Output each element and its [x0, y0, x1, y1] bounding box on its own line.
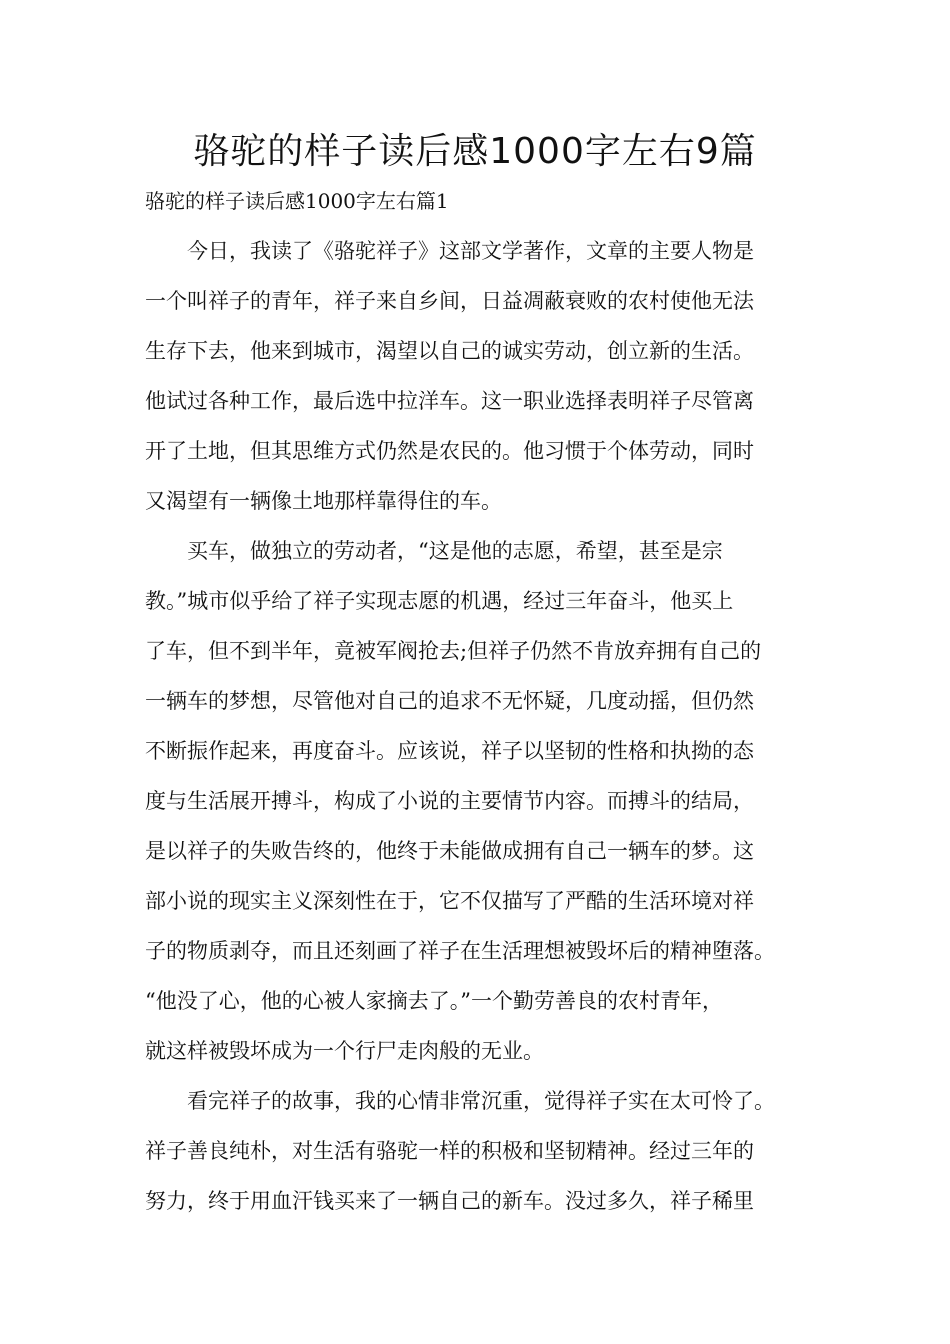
paragraph-line: 子的物质剥夺，而且还刻画了祥子在生活理想被毁坏后的精神堕落。: [145, 939, 775, 963]
paragraph-line: 努力，终于用血汗钱买来了一辆自己的新车。没过多久，祥子稀里: [145, 1189, 754, 1213]
paragraph-line: 他试过各种工作，最后选中拉洋车。这一职业选择表明祥子尽管离: [145, 389, 754, 413]
paragraph-line: 又渴望有一辆像土地那样靠得住的车。: [145, 489, 502, 513]
paragraph-line: 祥子善良纯朴，对生活有骆驼一样的积极和坚韧精神。经过三年的: [145, 1139, 754, 1163]
paragraph-line: 买车，做独立的劳动者，“这是他的志愿，希望，甚至是宗: [145, 539, 723, 563]
paragraph-line: 一辆车的梦想，尽管他对自己的追求不无怀疑，几度动摇，但仍然: [145, 689, 754, 713]
paragraph-line: 部小说的现实主义深刻性在于，它不仅描写了严酷的生活环境对祥: [145, 889, 754, 913]
paragraph-line: 就这样被毁坏成为一个行尸走肉般的无业。: [145, 1039, 544, 1063]
paragraph-line: 是以祥子的失败告终的，他终于未能做成拥有自己一辆车的梦。这: [145, 839, 754, 863]
paragraph-line: 度与生活展开搏斗，构成了小说的主要情节内容。而搏斗的结局，: [145, 789, 754, 813]
paragraph-line: 一个叫祥子的青年，祥子来自乡间，日益凋蔽衰败的农村使他无法: [145, 289, 754, 313]
section-heading: 骆驼的样子读后感1000字左右篇1: [145, 189, 449, 213]
paragraph-line: 看完祥子的故事，我的心情非常沉重，觉得祥子实在太可怜了。: [145, 1089, 775, 1113]
paragraph-line: 开了土地，但其思维方式仍然是农民的。他习惯于个体劳动，同时: [145, 439, 754, 463]
paragraph-line: 不断振作起来，再度奋斗。应该说，祥子以坚韧的性格和执拗的态: [145, 739, 754, 763]
paragraph-line: 今日，我读了《骆驼祥子》这部文学著作，文章的主要人物是: [145, 239, 754, 263]
paragraph-line: 生存下去，他来到城市，渴望以自己的诚实劳动，创立新的生活。: [145, 339, 754, 363]
paragraph-line: 教。”城市似乎给了祥子实现志愿的机遇，经过三年奋斗，他买上: [145, 589, 734, 613]
document-title: 骆驼的样子读后感1000字左右9篇: [193, 131, 757, 172]
paragraph-line: 了车，但不到半年，竟被军阀抢去;但祥子仍然不肯放弃拥有自己的: [145, 639, 762, 663]
paragraph-line: “他没了心，他的心被人家摘去了。”一个勤劳善良的农村青年，: [145, 989, 723, 1013]
